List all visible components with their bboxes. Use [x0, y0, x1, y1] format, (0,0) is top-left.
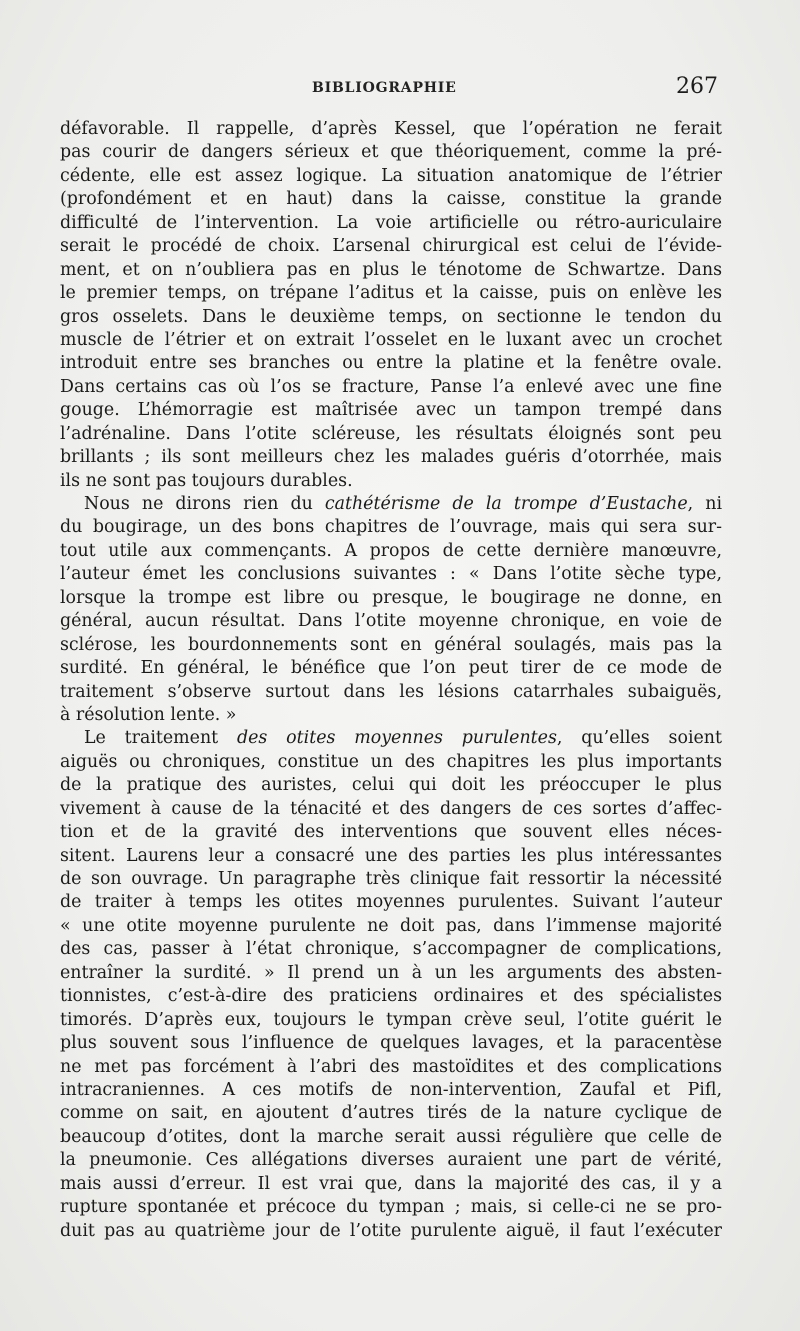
text-run: l’adrénaline. Dans l’otite scléreuse, les résultats éloignés sont peu [60, 423, 722, 444]
text-run: serait le procédé de choix. L’arsenal chirurgical est celui de l’évide- [60, 236, 722, 257]
text-line [60, 118, 722, 141]
text-line [60, 540, 722, 563]
text-run: à résolution lente. » [60, 704, 237, 725]
text-line [60, 516, 722, 539]
text-line [60, 329, 722, 352]
text-line [60, 845, 722, 868]
text-run: de traiter à temps les otites moyennes purulentes. Suivant l’auteur [60, 892, 722, 913]
text-run: tout utile aux commençants. A propos de cette dernière manœuvre, [60, 540, 722, 561]
text-run: du bougirage, un des bons chapitres de l’ouvrage, mais qui sera sur- [60, 517, 722, 538]
text-line [60, 423, 722, 446]
text-run: défavorable. Il rappelle, d’après Kessel, que l’opération ne ferait [60, 119, 722, 139]
text-run: général, aucun résultat. Dans l’otite moyenne chronique, en voie de [60, 611, 722, 632]
text-run: timorés. D’après eux, toujours le tympan crève seul, l’otite guérit le [60, 1009, 722, 1030]
text-line [60, 352, 722, 375]
text-line [60, 774, 722, 797]
text-run: (profondément et en haut) dans la caisse, constitue la grande [60, 189, 722, 210]
page-number: 267 [676, 74, 718, 99]
text-line [60, 306, 722, 329]
text-line [60, 470, 722, 493]
text-run: , qu’elles soient [556, 728, 722, 749]
text-line [60, 1196, 722, 1219]
text-line [60, 727, 722, 750]
text-line [60, 938, 722, 961]
text-line [60, 1102, 722, 1125]
text-line [60, 798, 722, 821]
text-run: Nous ne dirons rien du [84, 494, 325, 514]
text-line [60, 1079, 722, 1102]
text-line [60, 821, 722, 844]
text-line [60, 1056, 722, 1079]
text-run: difficulté de l’intervention. La voie artificielle ou rétro-auriculaire [60, 212, 722, 233]
text-run: beaucoup d’otites, dont la marche serait aussi régulière que celle de [60, 1126, 722, 1147]
text-line [60, 212, 722, 235]
text-run: intracraniennes. A ces motifs de non-intervention, Zaufal et Pifl, [60, 1079, 722, 1100]
text-line [60, 868, 722, 891]
italic-text-run: cathétérisme de la trompe d’Eustache [324, 494, 688, 514]
text-line [60, 141, 722, 164]
text-run: muscle de l’étrier et on extrait l’osselet en le luxant avec un crochet [60, 329, 722, 350]
text-run: cédente, elle est assez logique. La situation anatomique de l’étrier [60, 165, 722, 186]
text-line [60, 610, 722, 633]
text-run: tion et de la gravité des interventions que souvent elles néces- [60, 822, 722, 843]
text-run: tionnistes, c’est-à-dire des praticiens ordinaires et des spécialistes [60, 986, 722, 1007]
italic-text-run: des otites moyennes purulentes [237, 728, 557, 749]
text-run: entraîner la surdité. » Il prend un à un les arguments des absten- [60, 962, 722, 983]
text-run: ils ne sont pas toujours durables. [60, 470, 353, 491]
text-line [60, 165, 722, 188]
text-run: comme on sait, en ajoutent d’autres tirés de la nature cyclique de [60, 1103, 722, 1124]
text-run: lorsque la trompe est libre ou presque, le bougirage ne donne, en [60, 587, 722, 608]
text-line [60, 915, 722, 938]
text-line [60, 1149, 722, 1172]
text-run: traitement s’observe surtout dans les lésions catarrhales subaiguës, [60, 681, 722, 702]
running-head [62, 76, 718, 102]
text-run: Le traitement [84, 728, 237, 749]
text-line [60, 282, 722, 305]
text-run: sitent. Laurens leur a consacré une des parties les plus intéressantes [60, 845, 722, 866]
text-line [60, 985, 722, 1008]
text-run: rupture spontanée et précoce du tympan ; mais, si celle-ci ne se pro- [60, 1197, 722, 1218]
text-run: , ni [687, 494, 722, 514]
text-run: vivement à cause de la ténacité et des dangers de ces sortes d’affec- [60, 798, 722, 819]
text-line [60, 493, 722, 516]
text-line [60, 446, 722, 469]
text-run: « une otite moyenne purulente ne doit pas, dans l’immense majorité [60, 915, 722, 936]
text-run: de son ouvrage. Un paragraphe très clinique fait ressortir la nécessité [60, 869, 722, 889]
text-run: gouge. L’hémorragie est maîtrisée avec un tampon trempé dans [60, 400, 722, 421]
text-run: des cas, passer à l’état chronique, s’accompagner de complications, [60, 939, 722, 960]
text-line [60, 1220, 722, 1243]
text-line [60, 399, 722, 422]
text-run: plus souvent sous l’influence de quelques lavages, et la paracentèse [60, 1033, 722, 1054]
text-run: duit pas au quatrième jour de l’otite purulente aiguë, il faut l’exécuter [60, 1220, 722, 1241]
text-line [60, 1126, 722, 1149]
text-run: ne met pas forcément à l’abri des mastoïdites et des complications [60, 1056, 722, 1077]
text-line [60, 751, 722, 774]
text-run: surdité. En général, le bénéfice que l’on peut tirer de ce mode de [60, 658, 722, 679]
text-run: l’auteur émet les conclusions suivantes : « Dans l’otite sèche type, [60, 564, 722, 585]
text-run: de la pratique des auristes, celui qui doit les préoccuper le plus [60, 775, 722, 796]
text-run: le premier temps, on trépane l’aditus et la caisse, puis on enlève les [60, 283, 722, 304]
running-title: BIBLIOGRAPHIE [312, 80, 457, 96]
text-line [60, 376, 722, 399]
body-text [60, 118, 722, 1243]
text-line [60, 634, 722, 657]
text-run: ment, et on n’oubliera pas en plus le ténotome de Schwartze. Dans [60, 259, 722, 280]
text-line [60, 1009, 722, 1032]
text-run: brillants ; ils sont meilleurs chez les malades guéris d’otorrhée, mais [60, 447, 722, 468]
text-run: sclérose, les bourdonnements sont en général soulagés, mais pas la [60, 634, 722, 655]
text-line [60, 235, 722, 258]
text-line [60, 962, 722, 985]
text-run: la pneumonie. Ces allégations diverses auraient une part de vérité, [60, 1150, 722, 1171]
text-run: pas courir de dangers sérieux et que théoriquement, comme la pré- [60, 142, 722, 163]
text-line [60, 259, 722, 282]
text-run: gros osselets. Dans le deuxième temps, on sectionne le tendon du [60, 306, 722, 327]
text-line [60, 1173, 722, 1196]
text-line [60, 681, 722, 704]
text-line [60, 704, 722, 727]
text-run: mais aussi d’erreur. Il est vrai que, dans la majorité des cas, il y a [60, 1173, 722, 1194]
text-line [60, 563, 722, 586]
text-line [60, 657, 722, 680]
text-run: Dans certains cas où l’os se fracture, Panse l’a enlevé avec une fine [60, 376, 722, 397]
text-line [60, 1032, 722, 1055]
text-run: aiguës ou chroniques, constitue un des chapitres les plus importants [60, 751, 722, 772]
text-line [60, 587, 722, 610]
text-run: introduit entre ses branches ou entre la platine et la fenêtre ovale. [60, 353, 722, 374]
text-line [60, 188, 722, 211]
text-line [60, 891, 722, 914]
